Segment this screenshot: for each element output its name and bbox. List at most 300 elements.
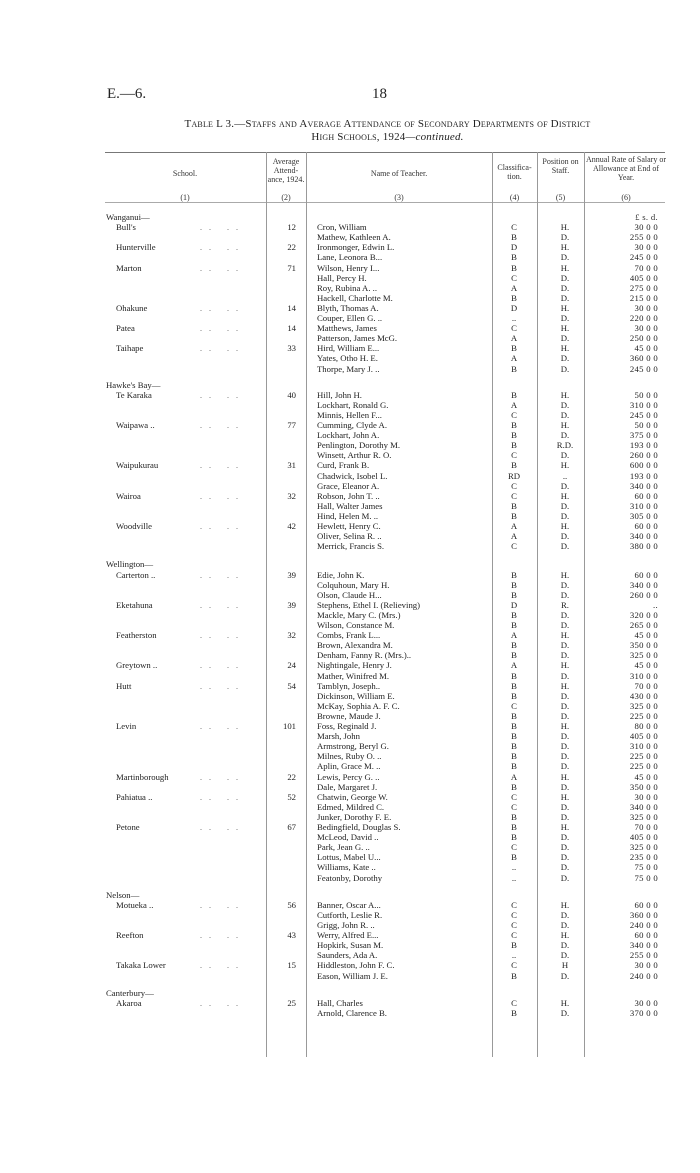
position-value: R.D.: [556, 440, 574, 451]
position-value: H.: [560, 569, 570, 580]
salary-value: 245 0 0: [629, 409, 658, 420]
classification-value: C: [511, 450, 517, 461]
teacher-name: Ironmonger, Edwin L.: [317, 242, 395, 253]
school-name: Marton: [116, 262, 142, 273]
classification-value: C: [511, 272, 517, 283]
district-heading: Wanganui—: [106, 212, 150, 222]
salary-value: 240 0 0: [629, 920, 658, 930]
teacher-name: Mather, Winifred M.: [317, 670, 390, 681]
classification-value: B: [511, 970, 517, 981]
classification-value: RD: [507, 470, 521, 481]
salary-value: 340 0 0: [629, 940, 658, 951]
position-value: D.: [560, 363, 570, 374]
teacher-name: Curd, Frank B.: [317, 460, 370, 471]
divider-position-salary: [584, 152, 585, 1057]
salary-value: 70 0 0: [634, 680, 658, 691]
school-name: Wairoa: [116, 490, 141, 501]
school-name: Petone: [116, 822, 140, 833]
teacher-name: Browne, Maude J.: [317, 710, 381, 721]
teacher-name: Cumming, Clyde A.: [317, 420, 387, 431]
classification-value: C: [511, 920, 517, 930]
classification-value: A: [510, 333, 518, 344]
salary-value: 30 0 0: [634, 222, 658, 233]
teacher-name: Banner, Oscar A...: [317, 899, 381, 910]
classification-value: C: [511, 222, 517, 233]
classification-value: B: [511, 650, 517, 661]
district-heading: Hawke's Bay—: [106, 379, 161, 390]
attendance-value: 77: [287, 420, 296, 431]
position-value: D.: [560, 650, 570, 661]
teacher-name: Hackell, Charlotte M.: [317, 292, 393, 303]
attendance-value: 52: [287, 791, 296, 802]
teacher-name: Armstrong, Beryl G.: [317, 741, 389, 752]
column-number-rule: [105, 202, 665, 203]
table-label: Table L 3.: [184, 118, 235, 130]
school-name: Waipawa ..: [116, 420, 155, 431]
teacher-name: Brown, Alexandra M.: [317, 640, 393, 651]
col-header-school: School.: [172, 169, 198, 178]
position-value: H.: [560, 490, 570, 501]
school-name: Takaka Lower: [116, 960, 166, 971]
teacher-name: Minnis, Hellen F...: [317, 409, 382, 420]
position-value: H.: [560, 930, 570, 941]
salary-value: 30 0 0: [634, 960, 658, 971]
position-value: H.: [560, 630, 570, 641]
school-name: Taihape: [116, 343, 144, 354]
position-value: D.: [560, 872, 570, 883]
teacher-name: Aplin, Grace M. ..: [317, 761, 381, 772]
classification-value: B: [511, 690, 517, 701]
position-value: H: [561, 960, 569, 971]
teacher-name: Lockhart, John A.: [317, 430, 380, 441]
salary-value: 225 0 0: [629, 710, 658, 721]
classification-value: B: [511, 751, 517, 762]
position-value: D.: [560, 399, 570, 410]
salary-value: 305 0 0: [629, 510, 658, 521]
salary-value: 50 0 0: [634, 420, 658, 431]
position-value: H.: [560, 721, 570, 732]
position-value: D.: [560, 272, 570, 283]
col-number-1: (1): [180, 193, 190, 202]
classification-value: A: [510, 399, 518, 410]
classification-value: B: [511, 710, 517, 721]
classification-value: B: [511, 252, 517, 263]
classification-value: A: [510, 353, 518, 364]
position-value: H.: [560, 899, 570, 910]
salary-value: 45 0 0: [634, 343, 658, 354]
classification-value: C: [511, 899, 517, 910]
salary-value: 340 0 0: [629, 801, 658, 812]
position-value: H.: [560, 302, 570, 313]
salary-value: 310 0 0: [629, 399, 658, 410]
school-name: Waipukurau: [116, 460, 159, 471]
position-value: D.: [560, 862, 570, 873]
classification-value: C: [511, 323, 517, 334]
teacher-name: Milnes, Ruby O. ..: [317, 751, 382, 762]
teacher-name: Penlington, Dorothy M.: [317, 440, 401, 451]
position-value: D.: [560, 232, 570, 243]
teacher-name: Olson, Claude H...: [317, 589, 382, 600]
attendance-value: 32: [287, 630, 296, 641]
position-value: D.: [560, 589, 570, 600]
teacher-name: Wilson, Constance M.: [317, 620, 395, 631]
position-value: D.: [560, 313, 570, 323]
salary-value: 45 0 0: [634, 771, 658, 782]
leader-dots: .. ..: [200, 303, 245, 313]
position-value: H.: [560, 222, 570, 233]
salary-value: 30 0 0: [634, 791, 658, 802]
divider-attendance-teacher: [306, 152, 307, 1057]
salary-value: 60 0 0: [634, 930, 658, 941]
teacher-name: Werry, Alfred E...: [317, 930, 379, 941]
position-value: D.: [560, 292, 570, 303]
salary-value: 360 0 0: [629, 353, 658, 364]
position-value: D.: [560, 700, 570, 711]
position-value: D.: [560, 781, 570, 792]
leader-dots: .. ..: [200, 461, 245, 471]
teacher-name: Oliver, Selina R. ..: [317, 531, 382, 542]
salary-value: 30 0 0: [634, 242, 658, 253]
leader-dots: .. ..: [200, 661, 245, 671]
teacher-name: Chatwin, George W.: [317, 791, 388, 802]
salary-value: 375 0 0: [629, 430, 658, 441]
classification-value: A: [510, 630, 518, 641]
attendance-value: 39: [287, 599, 296, 610]
salary-value: 80 0 0: [634, 721, 658, 732]
position-value: D.: [560, 970, 570, 981]
salary-value: 215 0 0: [629, 292, 658, 303]
salary-value: 240 0 0: [629, 970, 658, 981]
classification-value: C: [511, 960, 517, 971]
attendance-value: 22: [287, 771, 296, 782]
classification-value: B: [511, 721, 517, 732]
salary-value: 225 0 0: [629, 751, 658, 762]
classification-value: C: [511, 480, 517, 491]
school-name: Reefton: [116, 930, 144, 941]
salary-value: 235 0 0: [629, 852, 658, 863]
classification-value: C: [511, 997, 517, 1008]
leader-dots: .. ..: [200, 390, 245, 400]
teacher-name: Lane, Leonora B...: [317, 252, 383, 263]
col-header-salary: Annual Rate of Salary or Allowance at End of Year.: [586, 155, 666, 182]
attendance-value: 39: [287, 569, 296, 580]
position-value: D.: [560, 920, 570, 930]
position-value: H.: [560, 771, 570, 782]
teacher-name: Eason, William J. E.: [317, 970, 388, 981]
classification-value: B: [511, 430, 517, 441]
leader-dots: .. ..: [200, 344, 245, 354]
salary-value: 245 0 0: [629, 252, 658, 263]
school-name: Woodville: [116, 521, 152, 532]
salary-value: ..: [653, 599, 658, 610]
attendance-value: 15: [287, 960, 296, 971]
position-value: D.: [560, 801, 570, 812]
leader-dots: .. ..: [200, 421, 245, 431]
position-value: D.: [560, 480, 570, 491]
salary-value: 320 0 0: [629, 609, 658, 620]
salary-value: 45 0 0: [634, 660, 658, 671]
position-value: H.: [560, 521, 570, 532]
position-value: ..: [562, 470, 568, 481]
salary-value: 350 0 0: [629, 781, 658, 792]
classification-value: B: [511, 741, 517, 752]
attendance-value: 22: [287, 242, 296, 253]
classification-value: A: [510, 521, 518, 532]
classification-value: B: [511, 389, 517, 400]
position-value: D.: [560, 353, 570, 364]
district-heading: Wellington—: [106, 559, 154, 570]
teacher-name: Cutforth, Leslie R.: [317, 909, 383, 920]
salary-value: 430 0 0: [629, 690, 658, 701]
table-title-line1: —Staffs and Average Attendance of Secondary Departments of District: [234, 118, 591, 130]
salary-value: 245 0 0: [629, 363, 658, 374]
classification-value: C: [511, 791, 517, 802]
teacher-name: Hill, John H.: [317, 389, 362, 400]
position-value: D.: [560, 252, 570, 263]
classification-value: D: [510, 302, 518, 313]
classification-value: ..: [511, 862, 517, 873]
classification-value: C: [511, 801, 517, 812]
position-value: D.: [560, 731, 570, 742]
teacher-name: Colquhoun, Mary H.: [317, 579, 390, 590]
teacher-name: Roy, Rubina A. ..: [317, 282, 378, 293]
classification-value: B: [511, 510, 517, 521]
teacher-name: Lockhart, Ronald G.: [317, 399, 389, 410]
classification-value: B: [511, 579, 517, 590]
teacher-name: Mathew, Kathleen A.: [317, 232, 391, 243]
teacher-name: Blyth, Thomas A.: [317, 302, 379, 313]
teacher-name: Winsett, Arthur R. O.: [317, 450, 392, 461]
salary-value: 405 0 0: [629, 731, 658, 742]
leader-dots: .. ..: [200, 681, 245, 691]
attendance-value: 31: [287, 460, 296, 471]
classification-value: ..: [511, 872, 517, 883]
teacher-name: Featonby, Dorothy: [317, 872, 383, 883]
leader-dots: .. ..: [200, 522, 245, 532]
salary-value: 600 0 0: [629, 460, 658, 471]
school-name: Patea: [116, 323, 135, 334]
position-value: D.: [560, 333, 570, 344]
salary-value: 275 0 0: [629, 282, 658, 293]
leader-dots: .. ..: [200, 600, 245, 610]
salary-value: 60 0 0: [634, 569, 658, 580]
salary-value: 370 0 0: [629, 1007, 658, 1018]
teacher-name: Couper, Ellen G. ..: [317, 313, 383, 323]
teacher-name: Hall, Percy H.: [317, 272, 367, 283]
attendance-value: 101: [282, 721, 296, 732]
salary-value: 340 0 0: [629, 531, 658, 542]
teacher-name: Robson, John T. ..: [317, 490, 380, 501]
classification-value: B: [511, 363, 517, 374]
teacher-name: Edie, John K.: [317, 569, 365, 580]
classification-value: B: [511, 761, 517, 772]
salary-value: 225 0 0: [629, 761, 658, 772]
divider-teacher-class: [492, 152, 493, 1057]
salary-value: 325 0 0: [629, 700, 658, 711]
teacher-name: Grigg, John R. ..: [317, 920, 375, 930]
teacher-name: Hiddleston, John F. C.: [317, 960, 395, 971]
position-value: D.: [560, 531, 570, 542]
salary-value: 255 0 0: [629, 232, 658, 243]
position-value: D.: [560, 409, 570, 420]
classification-value: B: [511, 640, 517, 651]
position-value: D.: [560, 909, 570, 920]
leader-dots: .. ..: [200, 570, 245, 580]
currency-units: £ s. d.: [635, 212, 658, 222]
classification-value: B: [511, 262, 517, 273]
classification-value: C: [511, 909, 517, 920]
teacher-name: Hewlett, Henry C.: [317, 521, 381, 532]
salary-value: 340 0 0: [629, 480, 658, 491]
teacher-name: Junker, Dorothy F. E.: [317, 811, 392, 822]
position-value: D.: [560, 690, 570, 701]
classification-value: ..: [511, 313, 517, 323]
leader-dots: .. ..: [200, 961, 245, 971]
classification-value: D: [510, 242, 518, 253]
col-number-5: (5): [555, 193, 566, 202]
salary-value: 60 0 0: [634, 899, 658, 910]
divider-school-attendance: [266, 152, 267, 1057]
position-value: D.: [560, 620, 570, 631]
classification-value: B: [511, 609, 517, 620]
position-value: H.: [560, 997, 570, 1008]
position-value: H.: [560, 460, 570, 471]
classification-value: A: [510, 282, 518, 293]
teacher-name: Foss, Reginald J.: [317, 721, 377, 732]
school-name: Hunterville: [116, 242, 156, 253]
salary-value: 405 0 0: [629, 832, 658, 843]
salary-value: 310 0 0: [629, 500, 658, 511]
salary-value: 310 0 0: [629, 741, 658, 752]
attendance-value: 40: [287, 389, 296, 400]
classification-value: B: [511, 620, 517, 631]
position-value: D.: [560, 430, 570, 441]
classification-value: D: [510, 599, 518, 610]
salary-value: 75 0 0: [634, 862, 658, 873]
classification-value: A: [510, 531, 518, 542]
position-value: H.: [560, 389, 570, 400]
school-name: Eketahuna: [116, 599, 153, 610]
table-title-line2: High Schools, 1924: [311, 131, 406, 143]
school-name: Akaroa: [116, 997, 142, 1008]
position-value: D.: [560, 761, 570, 772]
position-value: D.: [560, 710, 570, 721]
teacher-name: Hall, Charles: [317, 997, 363, 1008]
classification-value: B: [511, 852, 517, 863]
school-name: Pahiatua ..: [116, 791, 153, 802]
teacher-name: Wilson, Henry I...: [317, 262, 380, 273]
leader-dots: .. ..: [200, 722, 245, 732]
salary-value: 193 0 0: [629, 470, 658, 481]
salary-value: 70 0 0: [634, 822, 658, 833]
leader-dots: .. ..: [200, 324, 245, 334]
teacher-name: McLeod, David ..: [317, 832, 379, 843]
attendance-value: 43: [287, 930, 296, 941]
table-title-continued: —continued.: [405, 131, 464, 143]
classification-value: B: [511, 440, 517, 451]
salary-value: 325 0 0: [629, 650, 658, 661]
teacher-name: Hopkirk, Susan M.: [317, 940, 384, 951]
classification-value: B: [511, 569, 517, 580]
salary-value: 50 0 0: [634, 389, 658, 400]
teacher-name: Thorpe, Mary J. ..: [317, 363, 380, 374]
salary-value: 325 0 0: [629, 842, 658, 853]
teacher-name: Lottus, Mabel U...: [317, 852, 381, 863]
position-value: D.: [560, 842, 570, 853]
attendance-value: 24: [287, 660, 296, 671]
salary-value: 250 0 0: [629, 333, 658, 344]
col-number-2: (2): [281, 193, 291, 202]
leader-dots: .. ..: [200, 263, 245, 273]
table-caption: [100, 118, 675, 144]
position-value: R.: [561, 599, 569, 610]
teacher-name: Merrick, Francis S.: [317, 541, 385, 552]
position-value: D.: [560, 282, 570, 293]
position-value: H.: [560, 822, 570, 833]
attendance-value: 14: [287, 302, 296, 313]
position-value: D.: [560, 640, 570, 651]
position-value: D.: [560, 940, 570, 951]
salary-value: 30 0 0: [634, 997, 658, 1008]
salary-value: 310 0 0: [629, 670, 658, 681]
position-value: D.: [560, 950, 570, 961]
salary-value: 380 0 0: [629, 541, 658, 552]
position-value: D.: [560, 500, 570, 511]
classification-value: B: [511, 232, 517, 243]
salary-value: 45 0 0: [634, 630, 658, 641]
salary-value: 360 0 0: [629, 909, 658, 920]
classification-value: A: [510, 660, 518, 671]
position-value: D.: [560, 751, 570, 762]
position-value: H.: [560, 791, 570, 802]
leader-dots: .. ..: [200, 792, 245, 802]
position-value: D.: [560, 510, 570, 521]
attendance-value: 33: [287, 343, 296, 354]
leader-dots: .. ..: [200, 998, 245, 1008]
salary-value: 260 0 0: [629, 589, 658, 600]
salary-value: 325 0 0: [629, 811, 658, 822]
classification-value: C: [511, 409, 517, 420]
position-value: H.: [560, 242, 570, 253]
school-name: Ohakune: [116, 302, 148, 313]
attendance-value: 14: [287, 323, 296, 334]
teacher-name: Dickinson, William E.: [317, 690, 395, 701]
position-value: D.: [560, 579, 570, 590]
leader-dots: .. ..: [200, 823, 245, 833]
leader-dots: .. ..: [200, 223, 245, 233]
teacher-name: Arnold, Clarence B.: [317, 1007, 387, 1018]
school-name: Bull's: [116, 222, 136, 233]
position-value: D.: [560, 670, 570, 681]
position-value: D.: [560, 450, 570, 461]
teacher-name: Park, Jean G. ..: [317, 842, 370, 853]
salary-value: 260 0 0: [629, 450, 658, 461]
position-value: H.: [560, 680, 570, 691]
teacher-name: Hind, Helen M. ..: [317, 510, 379, 521]
classification-value: B: [511, 731, 517, 742]
school-name: Martinborough: [116, 771, 169, 782]
position-value: D.: [560, 811, 570, 822]
col-number-3: (3): [394, 193, 404, 202]
leader-dots: .. ..: [200, 491, 245, 501]
salary-value: 75 0 0: [634, 872, 658, 883]
leader-dots: .. ..: [200, 243, 245, 253]
teacher-name: Williams, Kate ..: [317, 862, 376, 873]
teacher-name: Dale, Margaret J.: [317, 781, 378, 792]
teacher-name: Lewis, Percy G. ..: [317, 771, 380, 782]
salary-value: 405 0 0: [629, 272, 658, 283]
position-value: D.: [560, 1007, 570, 1018]
